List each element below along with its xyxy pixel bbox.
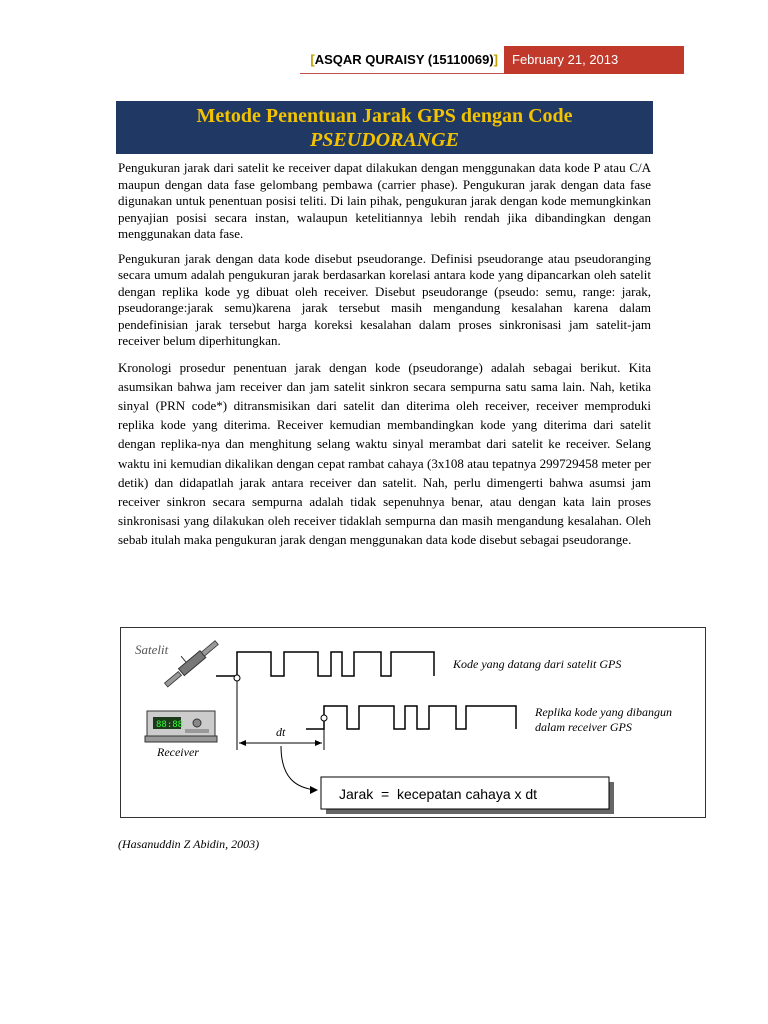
satelit-label: Satelit: [135, 642, 169, 657]
dt-label: dt: [276, 725, 286, 739]
receiver-display: 88:88: [156, 720, 184, 730]
page-header: [300, 46, 684, 74]
paragraph-1: Pengukuran jarak dari satelit ke receiver dapat dilakukan dengan menggunakan data kode P atau C/A maupun dengan data fase gelombang pembawa (carrier phase). Pengukuran jarak dengan data fase digunakan untuk penentuan posisi teliti. Di lain pihak, pengukuran jarak dengan kode memungkinkan penyajian posisi secara instan, walaupun ketelitiannya lebih rendah jika dibandingkan dengan menggunakan data fase.: [118, 160, 651, 241]
paragraph-2: Pengukuran jarak dengan data kode disebut pseudorange. Definisi pseudorange atau pseudoranging secara umum adalah pengukuran jarak berdasarkan korelasi antara kode yang dipancarkan oleh satelit dengan replika kode yg dibuat oleh receiver. Disebut pseudorange (pseudo: semu, range: jarak, pseudorange:jarak semu)karena jarak tersebut masih mengandung kesalahan karena dalam pendefinisian jarak tersebut harga koreksi kesalahan dalam proses sinkronisasi jam satelit-jam receiver belum diperhitungkan.: [118, 250, 651, 348]
marker-dot-2: [321, 715, 327, 721]
receiver-label: Receiver: [157, 745, 199, 759]
curve-arrow: [281, 746, 316, 790]
formula-text: Jarak = kecepatan cahaya x dt: [339, 786, 538, 802]
replica-label-1: Replika kode yang dibangun: [535, 705, 672, 719]
figure-caption: (Hasanuddin Z Abidin, 2003): [118, 837, 260, 851]
author-label: [ASQAR QURAISY (15110069)]: [300, 46, 504, 74]
pseudorange-diagram: [120, 627, 706, 818]
date-badge: February 21, 2013: [504, 46, 684, 74]
title-line-1: Metode Penentuan Jarak GPS dengan Code: [196, 105, 573, 127]
title-line-2: PSEUDORANGE: [310, 129, 459, 151]
paragraph-3: Kronologi prosedur penentuan jarak dengan kode (pseudorange) adalah sebagai berikut. Kita asumsikan bahwa jam receiver dan jam satelit sinkron secara sempurna satu sama lain. Nah, ketika sinyal (PRN code*) ditransmisikan dari satelit dan diterima oleh receiver, receiver memproduki replika kode yang diterima. Receiver kemudian membandingkan kode yang diterima dari satelit dengan replika-nya dan menghitung selang waktu sinyal merambat dari satelit ke receiver. Selang waktu ini kemudian dikalikan dengan cepat rambat cahaya (3x108 atau tepatnya 299729458 meter per detik) dan didapatlah jarak antara receiver dan satelit. Nah, perlu dimengerti bahwa asumsi jam receiver sinkron secara sempurna adalah tidak sepenuhnya benar, atau dengan kata lain proses sinkronisasi yang dilakukan oleh receiver tidaklah sempurna dan masih mengandung kesalahan. Oleh sebab itulah maka pengukuran jarak dengan menggunakan data kode disebut sebagai pseudorange.: [118, 359, 651, 548]
diagram-svg: [121, 628, 707, 819]
body-text: [118, 160, 651, 558]
code-label: Kode yang datang dari satelit GPS: [453, 657, 622, 671]
replica-code-wave: [306, 706, 516, 729]
title-banner: [116, 101, 653, 154]
satellite-code-wave: [216, 652, 434, 676]
replica-label-2: dalam receiver GPS: [535, 720, 632, 734]
marker-dot-1: [234, 675, 240, 681]
receiver-icon: [145, 711, 217, 742]
